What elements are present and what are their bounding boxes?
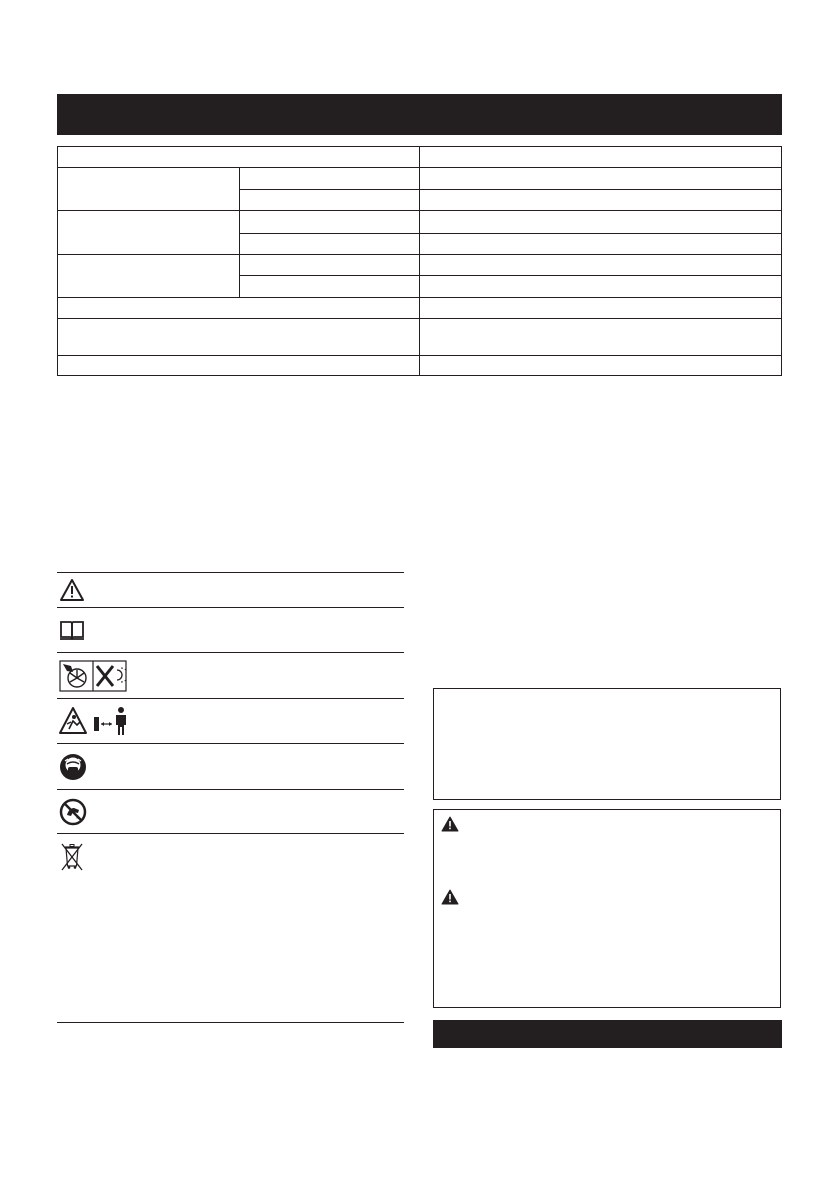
symbols-list-bottom-rule [57,1022,404,1023]
fan-no-contact-icon [57,653,139,698]
warning-box [433,809,781,1008]
note-box [433,688,781,800]
symbol-row-wet-hands [57,789,404,833]
specification-table-grid [57,146,782,376]
symbol-row-disposal [57,833,404,1022]
no-wet-hands-icon [57,790,99,833]
symbol-row-manual [57,607,404,652]
symbol-row-fan [57,652,404,698]
section-header-bar [57,94,782,135]
section-title-bar [433,1020,782,1048]
symbols-list [57,572,404,1024]
crossed-bin-icon [57,834,99,878]
warning-triangle-icon [57,573,99,607]
keep-bystanders-away-icon [57,699,149,743]
symbol-row-warning [57,572,404,607]
specification-table [57,146,782,376]
symbol-row-mask [57,743,404,789]
wear-mask-icon [57,744,99,789]
symbol-row-bystanders [57,698,404,743]
warning-triangle-icon [441,889,459,910]
warning-triangle-icon [441,816,459,837]
read-manual-icon [57,608,99,652]
